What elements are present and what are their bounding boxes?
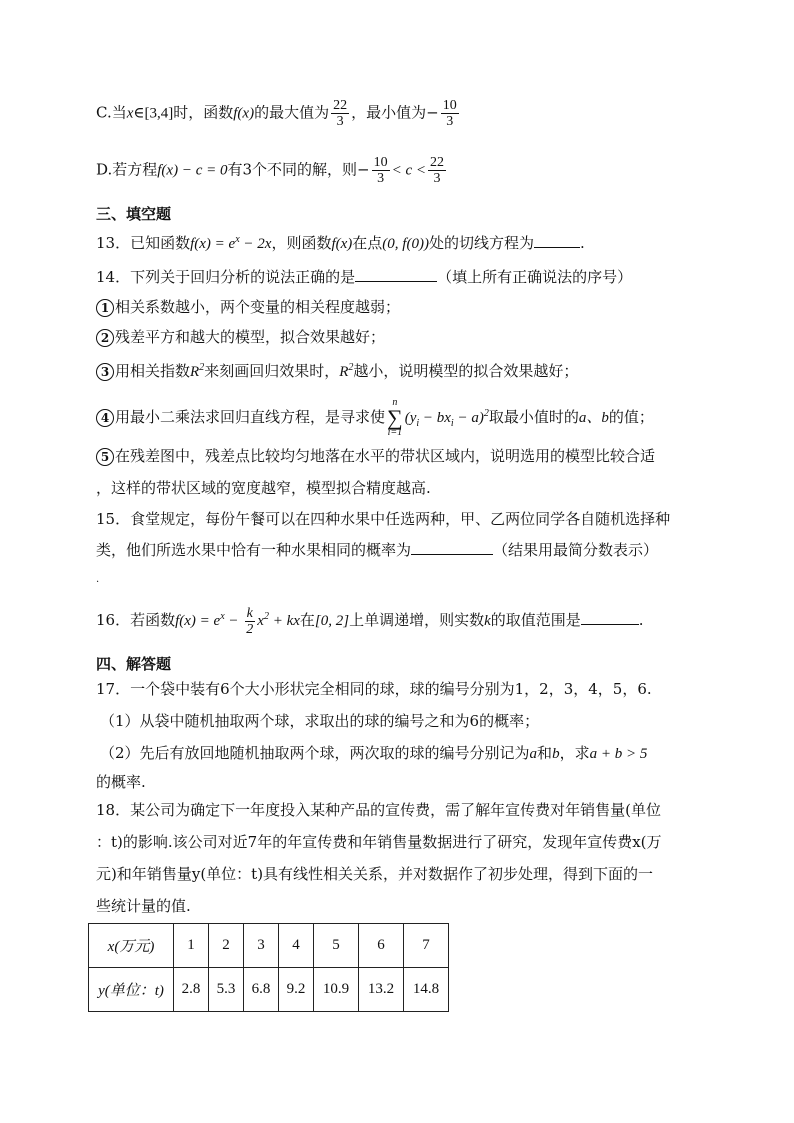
data-table (88, 923, 449, 1012)
inequality: < c < (391, 162, 427, 179)
text: 越小，说明模型的拟合效果越好； (353, 362, 579, 380)
equation: f(x) − c = 0 (157, 162, 228, 179)
denominator: 2 (246, 621, 254, 637)
denominator: 3 (433, 171, 441, 186)
text: . (638, 611, 644, 629)
table-cell: 3 (244, 924, 279, 968)
table-row-y (89, 968, 449, 1012)
option-d-prefix: D.若方程 (96, 160, 158, 179)
exponent: x (220, 611, 225, 622)
function-fx: f(x) (233, 105, 255, 122)
subscript: i (416, 418, 420, 429)
numerator: 10 (442, 98, 457, 113)
interval: [3,4] (144, 105, 174, 122)
fraction-lower (372, 155, 390, 186)
exponent: 2 (483, 408, 489, 419)
text: 取最小值时的 (488, 408, 579, 426)
hint: （结果用最简分数表示） (493, 541, 659, 559)
numerator: 10 (373, 155, 388, 170)
expr: + kx (268, 613, 300, 629)
question-17-part-2-cont: 的概率. (96, 773, 146, 791)
var-a: a (529, 746, 538, 762)
question-18-line-4: 些统计量的值. (96, 897, 191, 915)
circled-number: 2 (96, 329, 114, 347)
var-x: x (126, 105, 134, 122)
table-cell: 6.8 (244, 968, 279, 1012)
answer-blank (411, 538, 493, 555)
statement-3 (96, 356, 578, 384)
question-17-part-1: （1）从袋中随机抽取两个球，求取出的球的编号之和为6的概率； (100, 712, 540, 730)
text: 残差平方和越大的模型，拟合效果越好； (115, 328, 386, 346)
sum-lower: i=1 (387, 427, 403, 438)
var-r: R (339, 364, 349, 380)
sum-upper: n (392, 397, 398, 408)
table-header-x: x(万元) (89, 924, 174, 968)
table-cell: 5 (314, 924, 359, 968)
table-cell: 5.3 (209, 968, 244, 1012)
question-17-part-2 (100, 741, 647, 766)
function-def: f(x) = e (190, 236, 236, 252)
question-18-line-3: 元)和年销售量y(单位：t)具有线性相关关系，并对数据作了初步处理，得到下面的一 (96, 865, 654, 883)
option-d (96, 155, 448, 186)
minus: − (224, 613, 243, 629)
text: 时，函数 (173, 103, 234, 122)
text: 类，他们所选水果中恰有一种水果相同的概率为 (96, 541, 412, 559)
circled-number: 5 (96, 448, 114, 466)
text: （2）先后有放回地随机抽取两个球，两次取的球的编号分别记为 (100, 744, 530, 762)
circled-number: 3 (96, 363, 114, 381)
question-16 (96, 605, 644, 637)
fraction-max (331, 98, 349, 129)
text: 16．若函数 (96, 611, 176, 629)
table-cell: 1 (174, 924, 209, 968)
statement-5 (96, 444, 655, 468)
function-fx: f(x) (331, 236, 353, 252)
table-row-x (89, 924, 449, 968)
in-symbol: ∈ (133, 105, 145, 122)
expr: − a) (453, 410, 484, 426)
table-cell: 6 (359, 924, 404, 968)
exponent: 2 (199, 362, 205, 373)
circled-number: 1 (96, 299, 114, 317)
text: 有3个不同的解，则 (227, 160, 358, 179)
table-cell: 14.8 (404, 968, 449, 1012)
denominator: 3 (377, 171, 385, 186)
statement-4 (96, 398, 654, 438)
text: 的值； (608, 408, 654, 426)
minus-sign: − (357, 160, 370, 179)
sigma-icon: ∑ (387, 405, 403, 430)
question-18-line-2: ：t)的影响.该公司对近7年的年宣传费和年销售量数据进行了研究，发现年宣传费x(万 (96, 833, 662, 851)
answer-blank (355, 265, 437, 282)
statement-5-cont: ，这样的带状区域的宽度越窄，模型拟合精度越高. (96, 479, 431, 497)
var-x: x (257, 613, 264, 629)
function-def: f(x) = e (175, 613, 221, 629)
question-15-line-2 (96, 538, 658, 562)
question-15-line-1: 15．食堂规定，每份午餐可以在四种水果中任选两种，甲、乙两位同学各自随机选择种 (96, 510, 671, 528)
var-b: b (552, 746, 560, 762)
inequality: a + b > 5 (589, 746, 648, 762)
text: 13．已知函数 (96, 234, 191, 252)
text: 来刻画回归效果时， (204, 362, 340, 380)
section-heading-fill-blank: 三、填空题 (96, 205, 172, 223)
table-cell: 13.2 (359, 968, 404, 1012)
text: 在残差图中，残差点比较均匀地落在水平的带状区域内，说明选用的模型比较合适 (115, 447, 656, 465)
answer-blank (581, 608, 639, 625)
text: 相关系数越小，两个变量的相关程度越弱； (115, 298, 401, 316)
text: 14．下列关于回归分析的说法正确的是 (96, 268, 356, 286)
question-15-line-3: . (96, 574, 100, 585)
table-header-y: y(单位：t) (89, 968, 174, 1012)
function-tail: − 2x (239, 236, 272, 252)
exponent: 2 (348, 362, 354, 373)
table-cell: 9.2 (279, 968, 314, 1012)
statement-2 (96, 325, 385, 349)
interval: [0, 2] (314, 613, 350, 629)
text: 的取值范围是 (490, 611, 581, 629)
table-cell: 2 (209, 924, 244, 968)
subscript: i (450, 418, 454, 429)
question-17: 17．一个袋中装有6个大小形状完全相同的球，球的编号分别为1，2，3，4，5，6. (96, 680, 652, 698)
fraction-k2 (244, 606, 255, 637)
exponent: 2 (263, 611, 269, 622)
text: ，求 (559, 744, 590, 762)
question-14 (96, 265, 632, 289)
hint: （填上所有正确说法的序号） (437, 268, 633, 286)
summation (387, 398, 403, 438)
option-c-prefix: C.当 (96, 103, 127, 122)
circled-number: 4 (96, 409, 114, 427)
expr: − bx (419, 410, 451, 426)
point: (0, f(0)) (382, 236, 429, 252)
fraction-upper (428, 155, 446, 186)
denominator: 3 (336, 114, 344, 129)
exponent: x (235, 234, 240, 245)
text: 在点 (352, 234, 383, 252)
option-c (96, 98, 461, 129)
text: 在 (299, 611, 315, 629)
fraction-min (441, 98, 459, 129)
text: 上单调递增，则实数 (349, 611, 485, 629)
text: 和 (537, 744, 553, 762)
vars: a、b (578, 410, 609, 426)
section-heading-solutions: 四、解答题 (96, 655, 172, 673)
table-cell: 2.8 (174, 968, 209, 1012)
text: 用最小二乘法求回归直线方程，是寻求使 (115, 408, 386, 426)
var-r: R (190, 364, 200, 380)
numerator: 22 (430, 155, 445, 170)
text: 用相关指数 (115, 362, 191, 380)
text: ，最小值为 (351, 103, 427, 122)
text: . (579, 234, 585, 252)
question-13 (96, 228, 585, 256)
text: 处的切线方程为 (428, 234, 534, 252)
question-18-line-1: 18．某公司为确定下一年度投入某种产品的宣传费，需了解年宣传费对年销售量(单位 (96, 801, 661, 819)
statement-1 (96, 295, 400, 319)
answer-blank (534, 231, 580, 248)
minus-sign: − (426, 103, 439, 122)
table-cell: 4 (279, 924, 314, 968)
var-k: k (484, 613, 491, 629)
table-cell: 10.9 (314, 968, 359, 1012)
expr: (y (404, 410, 417, 426)
table-cell: 7 (404, 924, 449, 968)
text: ，则函数 (271, 234, 332, 252)
numerator: 22 (333, 98, 348, 113)
denominator: 3 (446, 114, 454, 129)
numerator: k (246, 605, 253, 621)
text: 的最大值为 (254, 103, 330, 122)
